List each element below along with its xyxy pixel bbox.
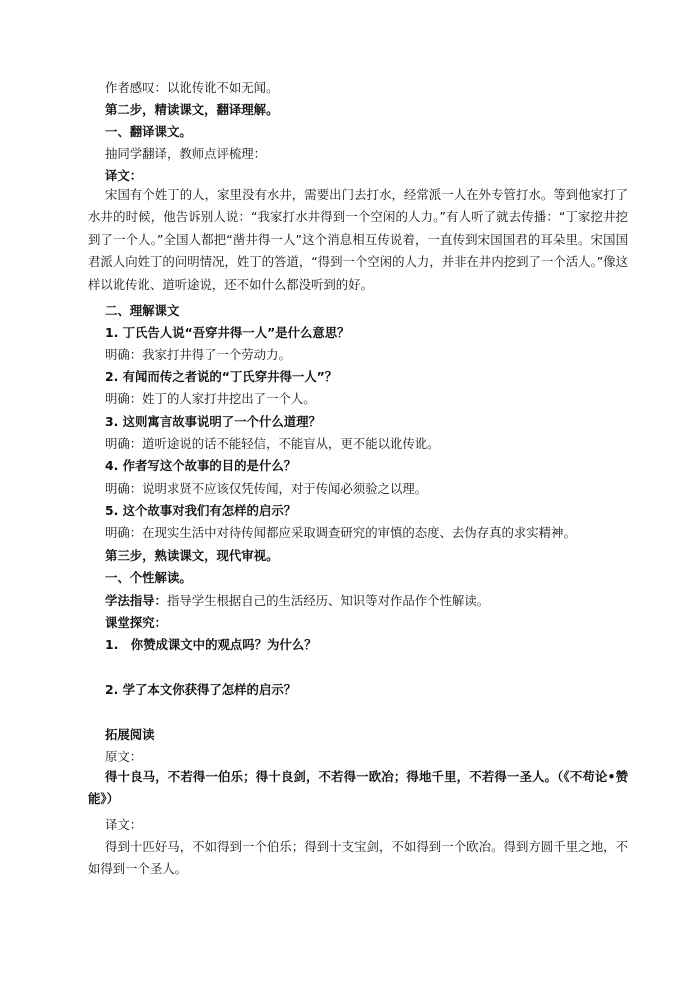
- original-label: 原文：: [105, 749, 143, 764]
- answer-3: 明确：道听途说的话不能轻信，不能盲从，更不能以讹传讹。: [105, 436, 440, 451]
- section-translate-heading: 一、翻译课文。: [105, 124, 192, 139]
- extended-reading-heading: 拓展阅读: [105, 727, 155, 742]
- question-5: 5. 这个故事对我们有怎样的启示？: [105, 503, 297, 518]
- translation-label: 译文：: [105, 168, 143, 183]
- original-text: 得十良马，不若得一伯乐；得十良剑，不若得一欧冶；得地千里，不若得一圣人。（《不苟论•赞能》）: [88, 769, 628, 807]
- explore-question-1: 1. 你赞成课文中的观点吗？为什么？: [105, 637, 317, 652]
- translate-instruction: 抽同学翻译，教师点评梳理：: [105, 146, 267, 161]
- class-explore-label: 课堂探究：: [105, 615, 167, 630]
- method-text: 指导学生根据自己的生活经历、知识等对作品作个性解读。: [166, 593, 490, 608]
- author-sigh-line: 作者感叹：以讹传讹不如无闻。: [105, 80, 279, 95]
- method-guide-line: [105, 592, 489, 610]
- translation-paragraph: 宋国有个姓丁的人，家里没有水井，需要出门去打水，经常派一人在外专管打水。等到他家打了水井的时候，他告诉别人说：“我家打水井得到一个空闲的人力。”有人听了就去传播：“丁家挖井挖到了一个人。”全国人都把“凿井得一人”这个消息相互传说着，一直传到宋国国君的耳朵里。宋国国君派人向姓丁的问明情况，姓丁的答道，“得到一个空闲的人力，并非在井内挖到了一个活人。”像这样以讹传讹、道听途说，还不如什么都没听到的好。: [88, 187, 628, 292]
- answer-1: 明确：我家打井得了一个劳动力。: [105, 347, 291, 362]
- explore-question-2: 2. 学了本文你获得了怎样的启示？: [105, 682, 297, 697]
- step2-heading: 第二步，精读课文，翻译理解。: [105, 102, 279, 117]
- question-4: 4. 作者写这个故事的目的是什么？: [105, 458, 297, 473]
- question-3: 3. 这则寓言故事说明了一个什么道理？: [105, 414, 321, 429]
- answer-2: 明确：姓丁的人家打井挖出了一个人。: [105, 391, 316, 406]
- section-understand-heading: 二、理解课文: [105, 303, 180, 318]
- answer-5: 明确：在现实生活中对待传闻都应采取调查研究的审慎的态度、去伪存真的求实精神。: [105, 525, 576, 540]
- method-label: 学法指导：: [105, 593, 167, 608]
- step3-heading: 第三步，熟读课文，现代审视。: [105, 548, 279, 563]
- answer-4: 明确：说明求贤不应该仅凭传闻，对于传闻必须验之以理。: [105, 481, 428, 496]
- question-1: 1. 丁氏告人说“吾穿井得一人”是什么意思？: [105, 325, 350, 340]
- question-2: 2. 有闻而传之者说的“丁氏穿井得一人”？: [105, 369, 338, 384]
- translation2-label: 译文：: [105, 817, 143, 832]
- translation2-paragraph: 得到十匹好马，不如得到一个伯乐；得到十支宝剑，不如得到一个欧冶。得到方圆千里之地，不如得到一个圣人。: [88, 839, 628, 877]
- section-personal-heading: 一、个性解读。: [105, 570, 192, 585]
